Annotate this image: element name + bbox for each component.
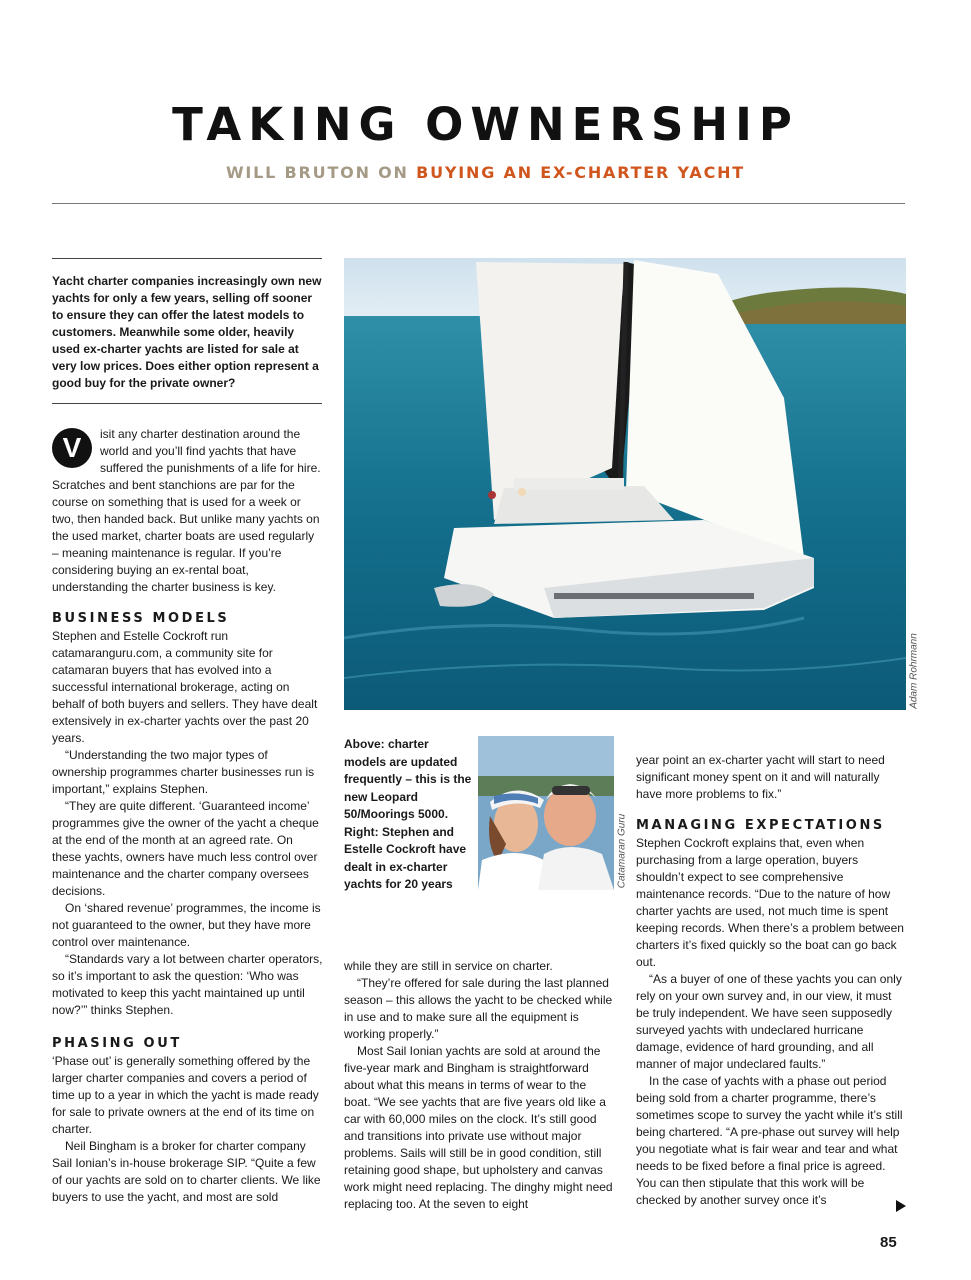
- paragraph: Most Sail Ionian yachts are sold at around the five-year mark and Bingham is straightforward about what this means in terms of wear to the boat. “We see yachts that are five years old like a car with 60,000 miles on the clock. It’s still good and transitions into private use without major problems. Sails will still be in good condition, still retaining good shape, but upholstery and canvas work might need replacing. The dinghy might need replacing too. At the seven to eight: [344, 1044, 613, 1211]
- paragraph: Neil Bingham is a broker for charter company Sail Ionian’s in-house brokerage SIP. “Quite a few of our yachts are sold on to charter clients. We like buyers to use the yacht, and most are sold: [52, 1139, 321, 1204]
- paragraph: Stephen and Estelle Cockroft run catamaranguru.com, a community site for catamaran buyers that has evolved into a successful international brokerage, acting on behalf of both buyers and sellers. They have dealt extensively in ex-charter yachts over the past 20 years.: [52, 629, 318, 745]
- standfirst: Yacht charter companies increasingly own new yachts for only a few years, selling off sooner to ensure they can offer the latest models to customers. Meanwhile some older, heavily used ex-charter yachts are listed for sale at very low prices. Does either option represent a good buy for the private owner?: [52, 258, 322, 404]
- credit-text: Catamaran Guru: [616, 813, 628, 889]
- paragraph: “Understanding the two major types of ownership programmes charter businesses run is important,” explains Stephen.: [52, 748, 315, 796]
- paragraph: “They are quite different. ‘Guaranteed income’ programmes give the owner of the yacht a cheque at the end of the month at an agreed rate. On these yachts, owners have much less control over maintenance and the charter company oversees decisions.: [52, 799, 319, 898]
- paragraph: year point an ex-charter yacht will start to need significant money spent on it and will naturally have more problems to fix.”: [636, 753, 885, 801]
- paragraph: “Standards vary a lot between charter operators, so it’s important to ask the question: ‘Who was motivated to keep this yacht maintained up until now?’” thinks Stephen.: [52, 952, 323, 1017]
- heading-phasing-out: PHASING OUT: [52, 1036, 182, 1051]
- paragraph: In the case of yachts with a phase out period being sold from a charter programme, there’s sometimes scope to survey the yacht while it’s still being chartered. “A pre-phase out survey will help you negotiate what is fair wear and tear and what needs to be fixed before a final price is agreed. You can then stipulate that this work will be checked by another survey once it’s: [636, 1074, 903, 1207]
- photo-credit-main: [906, 632, 922, 710]
- column-2: [344, 958, 616, 1213]
- couple-photo: [478, 736, 614, 890]
- heading-business-models: BUSINESS MODELS: [52, 611, 230, 626]
- photo-caption: Above: charter models are updated frequently – this is the new Leopard 50/Moorings 5000. Right: Stephen and Estelle Cockroft have dealt in ex-charter yachts for 20 years: [344, 737, 472, 891]
- opening-text: isit any charter destination around the world and you’ll find yachts that have suffered the punishments of a life for hire. Scratches and bent stanchions are par for the course on something that is used for a week or two, then handed back. But unlike many yachts on the used market, charter boats are used regularly – meaning maintenance is regular. If you’re considering buying an ex-rental boat, understanding the charter business is key.: [52, 427, 321, 594]
- continue-arrow-icon: [896, 1200, 906, 1212]
- paragraph: while they are still in service on charter.: [344, 959, 553, 973]
- header-divider: [52, 203, 905, 204]
- couple-illustration: [478, 736, 614, 890]
- paragraph: “They’re offered for sale during the last planned season – this allows the yacht to be checked while in use and to make sure all the equipment is working properly.”: [344, 976, 613, 1041]
- opening-paragraph: [52, 426, 324, 596]
- catamaran-photo: [344, 258, 906, 710]
- paragraph: “As a buyer of one of these yachts you can only rely on your own survey and, in our view, it must be truly independent. We have seen supposedly surveyed yachts with undeclared hurricane damage, evidence of hard grounding, and all manner of major undeclared faults.”: [636, 972, 902, 1071]
- column-1: [52, 426, 324, 1206]
- paragraph: ‘Phase out’ is generally something offered by the larger charter companies and covers a period of time up to a year in which the yacht is made ready for sale to private owners at the end of its time on charter.: [52, 1054, 319, 1136]
- subtitle-topic: BUYING AN EX-CHARTER YACHT: [416, 163, 746, 182]
- column-3: [636, 752, 906, 1209]
- drop-cap: V: [52, 428, 92, 468]
- paragraph: On ‘shared revenue’ programmes, the income is not guaranteed to the owner, but they have more control over maintenance.: [52, 901, 321, 949]
- page-number: 85: [880, 1234, 897, 1251]
- photo-credit-small: [614, 810, 630, 892]
- paragraph: Stephen Cockroft explains that, even when purchasing from a large operation, buyers shouldn’t expect to see comprehensive maintenance records. “Due to the nature of how charter yachts are used, not much time is spent keeping records. When there’s a problem between charters it’s fixed quickly so the boat can go back out.: [636, 836, 904, 969]
- article-title: TAKING OWNERSHIP: [172, 98, 799, 151]
- subtitle-byline: WILL BRUTON ON: [225, 163, 409, 182]
- heading-managing-expectations: MANAGING EXPECTATIONS: [636, 818, 885, 833]
- credit-text: Adam Rohrmann: [908, 633, 920, 709]
- article-subtitle: [0, 163, 971, 182]
- catamaran-illustration: [344, 258, 906, 710]
